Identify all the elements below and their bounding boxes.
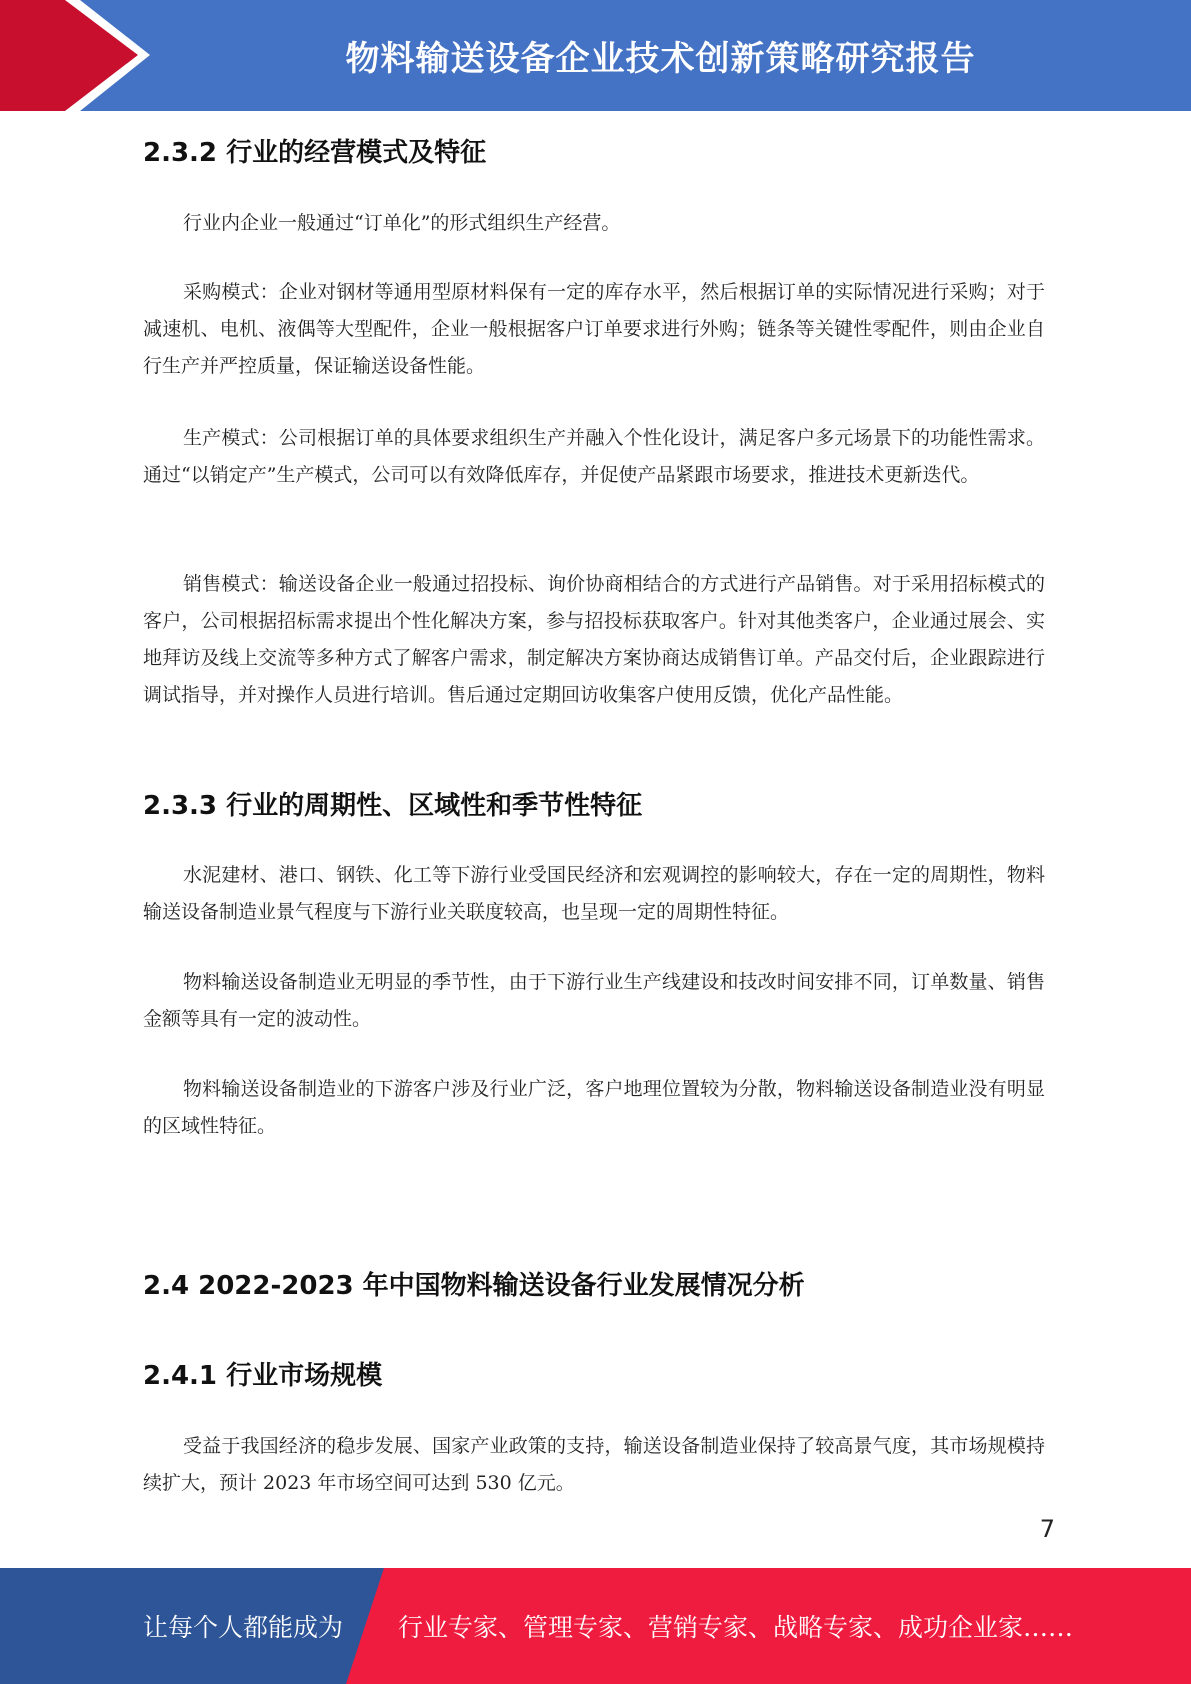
page-footer (0, 1568, 1191, 1684)
report-title: 物料输送设备企业技术创新策略研究报告 (345, 39, 976, 79)
paragraph: 受益于我国经济的稳步发展、国家产业政策的支持，输送设备制造业保持了较高景气度，其市场规模持续扩大，预计 2023 年市场空间可达到 530 亿元。 (143, 1435, 1045, 1494)
paragraph: 销售模式：输送设备企业一般通过招投标、询价协商相结合的方式进行产品销售。对于采用招标模式的客户，公司根据招标需求提出个性化解决方案，参与招投标获取客户。针对其他类客户，企业通过展会、实地拜访及线上交流等多种方式了解客户需求，制定解决方案协商达成销售订单。产品交付后，企业跟踪进行调试指导，并对操作人员进行培训。售后通过定期回访收集客户使用反馈，优化产品性能。 (143, 573, 1045, 706)
footer-slogan-left: 让每个人都能成为 (143, 1613, 344, 1642)
paragraph: 生产模式：公司根据订单的具体要求组织生产并融入个性化设计，满足客户多元场景下的功能性需求。通过“以销定产”生产模式，公司可以有效降低库存，并促使产品紧跟市场要求，推进技术更新迭代。 (143, 427, 1045, 486)
section-heading-2-3-2: 2.3.2 行业的经营模式及特征 (143, 138, 487, 168)
footer-slogan-right: 行业专家、管理专家、营销专家、战略专家、成功企业家…… (398, 1613, 1074, 1642)
page-number: 7 (1039, 1515, 1055, 1543)
section-heading-2-4-1: 2.4.1 行业市场规模 (143, 1361, 383, 1391)
paragraph: 物料输送设备制造业的下游客户涉及行业广泛，客户地理位置较为分散，物料输送设备制造业没有明显的区域性特征。 (143, 1078, 1045, 1137)
paragraph: 物料输送设备制造业无明显的季节性，由于下游行业生产线建设和技改时间安排不同，订单数量、销售金额等具有一定的波动性。 (143, 971, 1045, 1030)
section-heading-2-3-3: 2.3.3 行业的周期性、区域性和季节性特征 (143, 791, 643, 821)
page-header (0, 0, 1191, 111)
paragraph: 水泥建材、港口、钢铁、化工等下游行业受国民经济和宏观调控的影响较大，存在一定的周期性，物料输送设备制造业景气程度与下游行业关联度较高，也呈现一定的周期性特征。 (143, 864, 1045, 923)
paragraph: 采购模式：企业对钢材等通用型原材料保有一定的库存水平，然后根据订单的实际情况进行采购；对于减速机、电机、液偶等大型配件，企业一般根据客户订单要求进行外购；链条等关键性零配件，则由企业自行生产并严控质量，保证输送设备性能。 (143, 281, 1045, 377)
paragraph: 行业内企业一般通过“订单化”的形式组织生产经营。 (183, 212, 621, 234)
section-heading-2-4: 2.4 2022-2023 年中国物料输送设备行业发展情况分析 (143, 1271, 805, 1301)
